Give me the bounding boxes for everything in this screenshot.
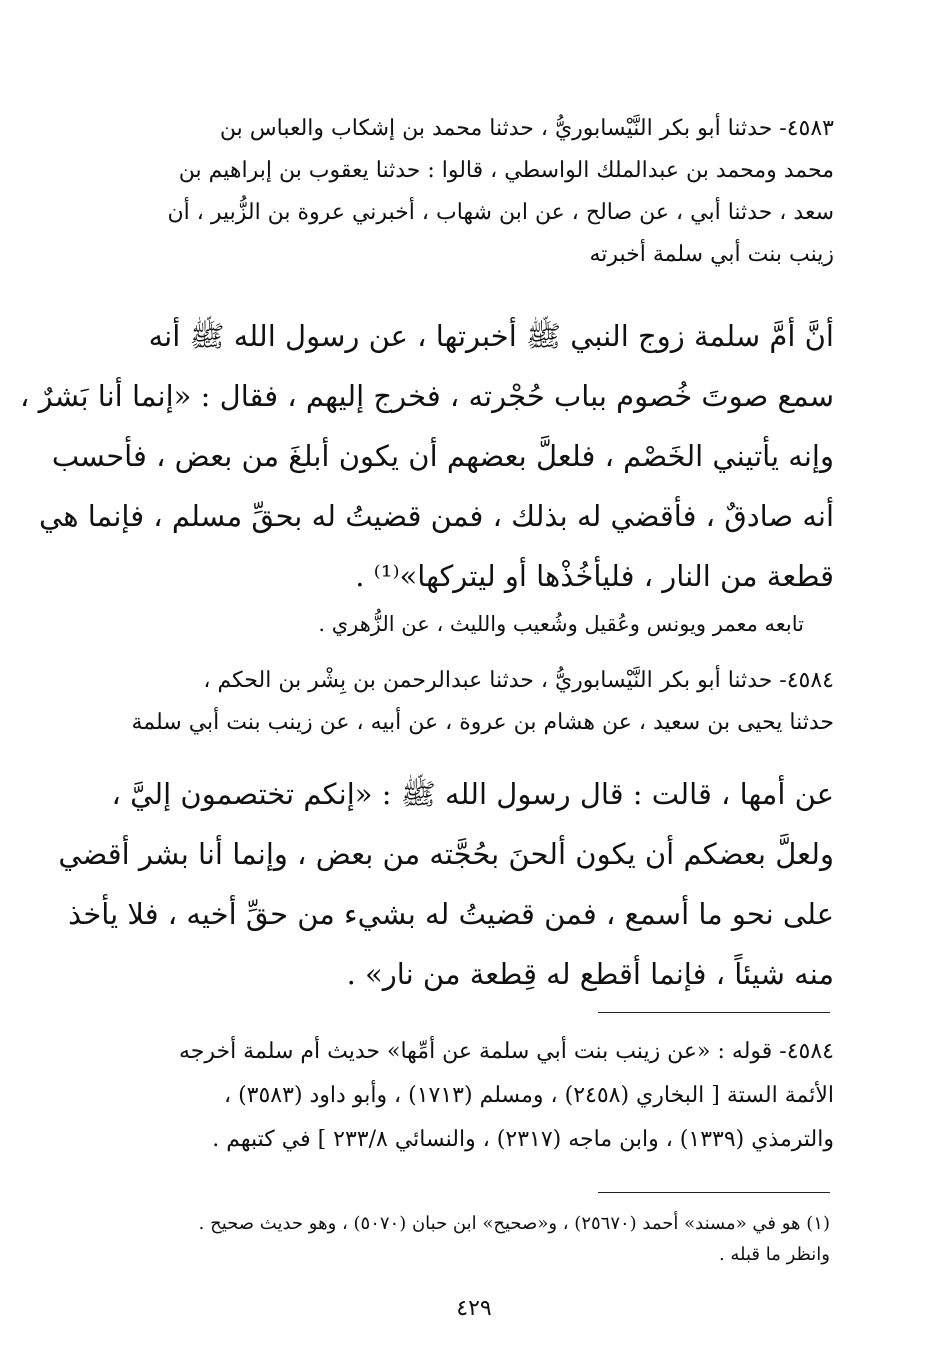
matn-line: عن أمها ، قالت : قال رسول الله ﷺ : «إنكم تختصمون إليَّ ، [111,777,834,811]
matn-line: وإنه يأتيني الخَصْم ، فلعلَّ بعضهم أن يكون أبلغَ من بعض ، فأحسب [51,439,834,473]
isnad-line: زينب بنت أبي سلمة أخبرته [589,242,834,267]
isnad-line: ٤٥٨٣- حدثنا أبو بكر النَّيْسابوريُّ ، حدثنا محمد بن إشكاب والعباس بن [219,116,834,141]
isnad-line: حدثنا يحيى بن سعيد ، عن هشام بن عروة ، عن أبيه ، عن زينب بنت أبي سلمة [131,710,834,735]
hadith-4584-isnad [128,660,834,744]
commentary-line: والترمذي (١٣٣٩) ، وابن ماجه (٢٣١٧) ، والنسائي ٢٣٣/٨ ] في كتبهم . [212,1127,834,1152]
matn-line: أنَّ أمَّ سلمة زوج النبي ﷺ أخبرتها ، عن رسول الله ﷺ أنه [148,319,834,353]
page-number: ٤٢٩ [456,1296,492,1321]
isnad-line: محمد ومحمد بن عبدالملك الواسطي ، قالوا : حدثنا يعقوب بن إبراهيم بن [178,158,834,183]
commentary-line: الأئمة الستة [ البخاري (٢٤٥٨) ، ومسلم (١٧١٣) ، وأبو داود (٣٥٨٣) ، [223,1083,834,1108]
matn-line: قطعة من النار ، فليأخُذْها أو ليتركها»⁽¹⁾ . [355,559,834,593]
commentary [128,1030,834,1162]
footnote-line: وانظر ما قبله . [718,1244,830,1265]
commentary-line: ٤٥٨٤- قوله : «عن زينب بنت أبي سلمة عن أمِّها» حديث أم سلمة أخرجه [178,1039,834,1064]
matn-line: على نحو ما أسمع ، فمن قضيتُ له بشيء من حقِّ أخيه ، فلا يأخذ [68,897,834,931]
matn-line: أنه صادقٌ ، فأقضي له بذلك ، فمن قضيتُ له بحقِّ مسلم ، فإنما هي [39,499,834,533]
matn-line: سمع صوتَ خُصوم بباب حُجْرته ، فخرج إليهم ، فقال : «إنما أنا بَشرٌ ، [20,379,834,413]
matn-line: ولعلَّ بعضكم أن يكون ألحنَ بحُجَّته من بعض ، وإنما أنا بشر أقضي [58,837,834,871]
matn-line: منه شيئاً ، فإنما أقطع له قِطعة من نار» . [346,957,834,991]
isnad-line: ٤٥٨٤- حدثنا أبو بكر النَّيْسابوريُّ ، حدثنا عبدالرحمن بن بِشْر بن الحكم ، [203,668,834,693]
hadith-4583-note [128,604,804,644]
footnote-line: (١) هو في «مسند» أحمد (٢٥٦٧٠) ، و«صحيح» ابن حبان (٥٠٧٠) ، وهو حديث صحيح . [198,1213,830,1234]
footnote-separator [598,1192,830,1193]
hadith-4584-matn [58,764,834,1004]
commentary-separator [598,1012,830,1013]
hadith-4583-isnad [128,108,834,276]
hadith-4583-matn [20,306,834,606]
footnote [130,1208,830,1270]
isnad-line: سعد ، حدثنا أبي ، عن صالح ، عن ابن شهاب ، أخبرني عروة بن الزُّبير ، أن [167,200,834,225]
note-line: تابعه معمر ويونس وعُقيل وشُعيب والليث ، عن الزُّهري . [318,612,804,636]
